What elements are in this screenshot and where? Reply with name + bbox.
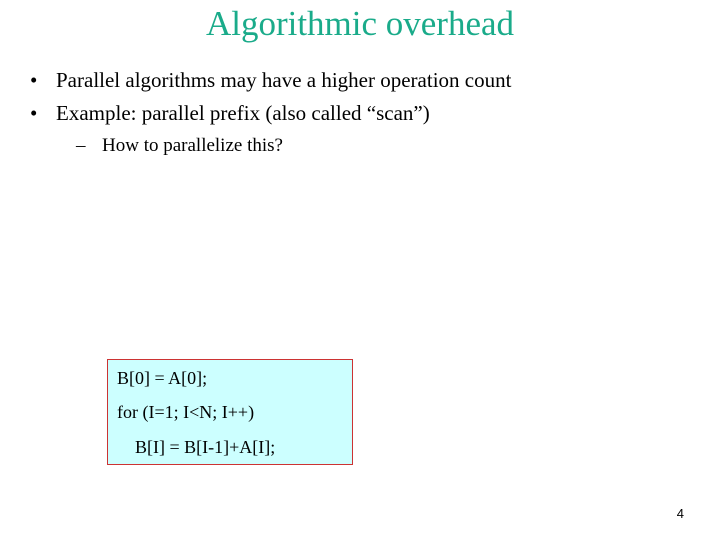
- slide-title: Algorithmic overhead: [205, 4, 515, 43]
- sub-bullet-marker: –: [76, 135, 86, 156]
- code-box: [107, 359, 353, 465]
- code-line: B[0] = A[0];: [117, 368, 208, 388]
- sub-bullet-text: How to parallelize this?: [102, 135, 283, 156]
- code-line: for (I=1; I<N; I++): [117, 402, 255, 422]
- bullet-item: [30, 67, 511, 93]
- bullet-item: [30, 100, 430, 126]
- bullet-text: Example: parallel prefix (also called “scan”): [56, 101, 430, 125]
- sub-bullet-item: [76, 134, 283, 158]
- bullet-marker: •: [30, 101, 38, 125]
- bullet-marker: •: [30, 68, 38, 92]
- page-number: 4: [676, 506, 684, 521]
- code-line: B[I] = B[I-1]+A[I];: [135, 437, 276, 457]
- bullet-text: Parallel algorithms may have a higher operation count: [56, 68, 512, 92]
